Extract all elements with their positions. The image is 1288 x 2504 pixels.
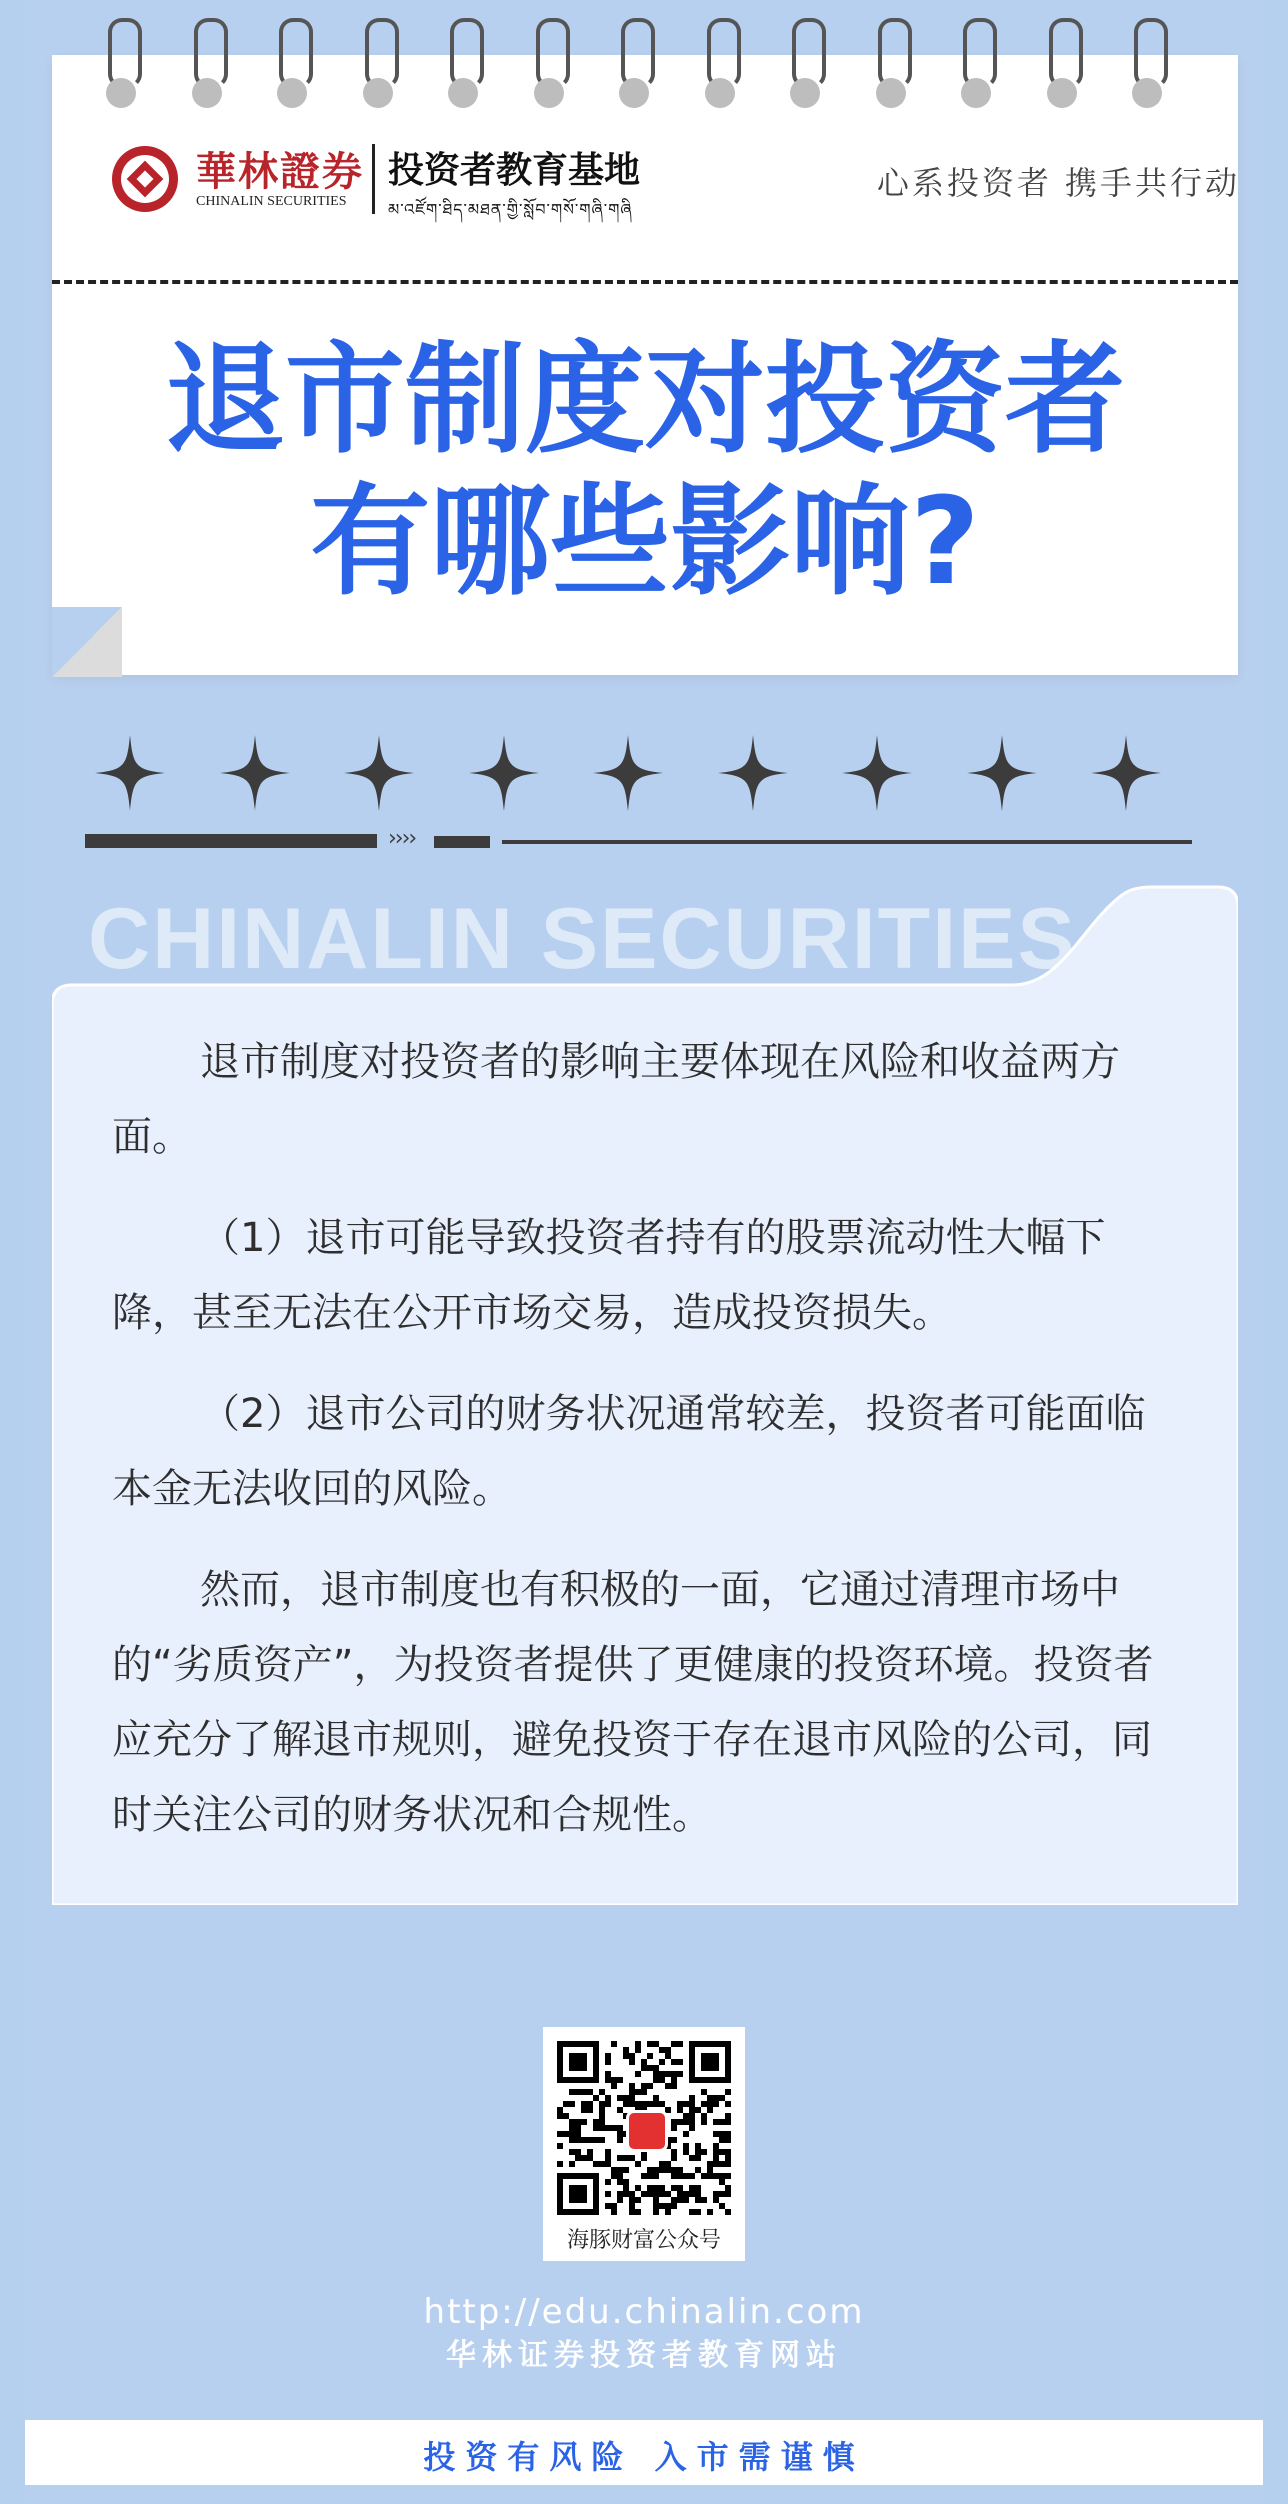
dashed-divider bbox=[52, 280, 1238, 284]
spiral-ring bbox=[615, 18, 655, 100]
sparkle-star-icon bbox=[220, 735, 290, 811]
spiral-binding bbox=[52, 18, 1238, 118]
decor-bar-thin bbox=[502, 840, 1192, 844]
paragraph: （1）退市可能导致投资者持有的股票流动性大幅下降，甚至无法在公开市场交易，造成投资损失。 bbox=[112, 1215, 1106, 1336]
content-card bbox=[52, 885, 1238, 1905]
sparkle-star-icon bbox=[967, 735, 1037, 811]
education-base-tibetan: མ་འཛོག་ཐིད་མཐན་གྱི་སློབ་གསོ་གཞི་གཞི bbox=[388, 200, 633, 219]
spiral-ring bbox=[701, 18, 741, 100]
star-row bbox=[95, 735, 1195, 815]
app-logo-icon bbox=[626, 2110, 668, 2152]
sparkle-star-icon bbox=[593, 735, 663, 811]
decor-bar-short bbox=[434, 836, 490, 848]
title-line-2: 有哪些影响? bbox=[310, 473, 980, 612]
spiral-ring bbox=[188, 18, 228, 100]
spiral-ring bbox=[102, 18, 142, 100]
spiral-ring bbox=[530, 18, 570, 100]
qr-caption: 海豚财富公众号 bbox=[566, 2228, 721, 2253]
qr-code-card[interactable] bbox=[543, 2027, 745, 2261]
chevrons-icon: ›››› bbox=[388, 826, 416, 851]
page-fold-corner bbox=[52, 607, 122, 677]
spiral-ring bbox=[1128, 18, 1168, 100]
sparkle-star-icon bbox=[1091, 735, 1161, 811]
brand-name-english: CHINALIN SECURITIES bbox=[196, 194, 347, 209]
watermark-text: CHINALIN SECURITIES bbox=[88, 891, 1077, 987]
logo-row bbox=[110, 140, 1240, 220]
education-base-name: 投资者教育基地 bbox=[388, 150, 641, 191]
spiral-ring bbox=[786, 18, 826, 100]
footer-bar bbox=[25, 2420, 1263, 2485]
sparkle-star-icon bbox=[344, 735, 414, 811]
spiral-ring bbox=[359, 18, 399, 100]
spiral-ring bbox=[957, 18, 997, 100]
spiral-ring bbox=[444, 18, 484, 100]
paragraph: （2）退市公司的财务状况通常较差，投资者可能面临本金无法收回的风险。 bbox=[112, 1391, 1146, 1512]
website-name: 华林证券投资者教育网站 bbox=[446, 2338, 842, 2373]
chinalin-logo-icon bbox=[110, 144, 180, 214]
paragraph: 然而，退市制度也有积极的一面，它通过清理市场中的“劣质资产”，为投资者提供了更健康的投资环境。投资者应充分了解退市规则，避免投资于存在退市风险的公司，同时关注公司的财务状况和合规性。 bbox=[112, 1567, 1154, 1838]
spiral-ring bbox=[1043, 18, 1083, 100]
spiral-ring bbox=[273, 18, 313, 100]
brand-name-chinese: 華林證券 bbox=[196, 148, 364, 195]
risk-warning: 投资有风险 入市需谨慎 bbox=[423, 2438, 865, 2476]
page-title bbox=[52, 330, 1238, 614]
divider bbox=[372, 144, 375, 214]
sparkle-star-icon bbox=[842, 735, 912, 811]
decor-bar-thick bbox=[85, 834, 377, 848]
sparkle-star-icon bbox=[469, 735, 539, 811]
sparkle-star-icon bbox=[95, 735, 165, 811]
spiral-ring bbox=[872, 18, 912, 100]
website-url[interactable]: http://edu.chinalin.com bbox=[423, 2292, 865, 2332]
content-body bbox=[112, 1025, 1180, 1879]
paragraph: 退市制度对投资者的影响主要体现在风险和收益两方面。 bbox=[112, 1039, 1120, 1160]
title-line-1: 退市制度对投资者 bbox=[165, 331, 1125, 470]
slogan: 心系投资者 携手共行动 bbox=[876, 164, 1240, 202]
sparkle-star-icon bbox=[718, 735, 788, 811]
